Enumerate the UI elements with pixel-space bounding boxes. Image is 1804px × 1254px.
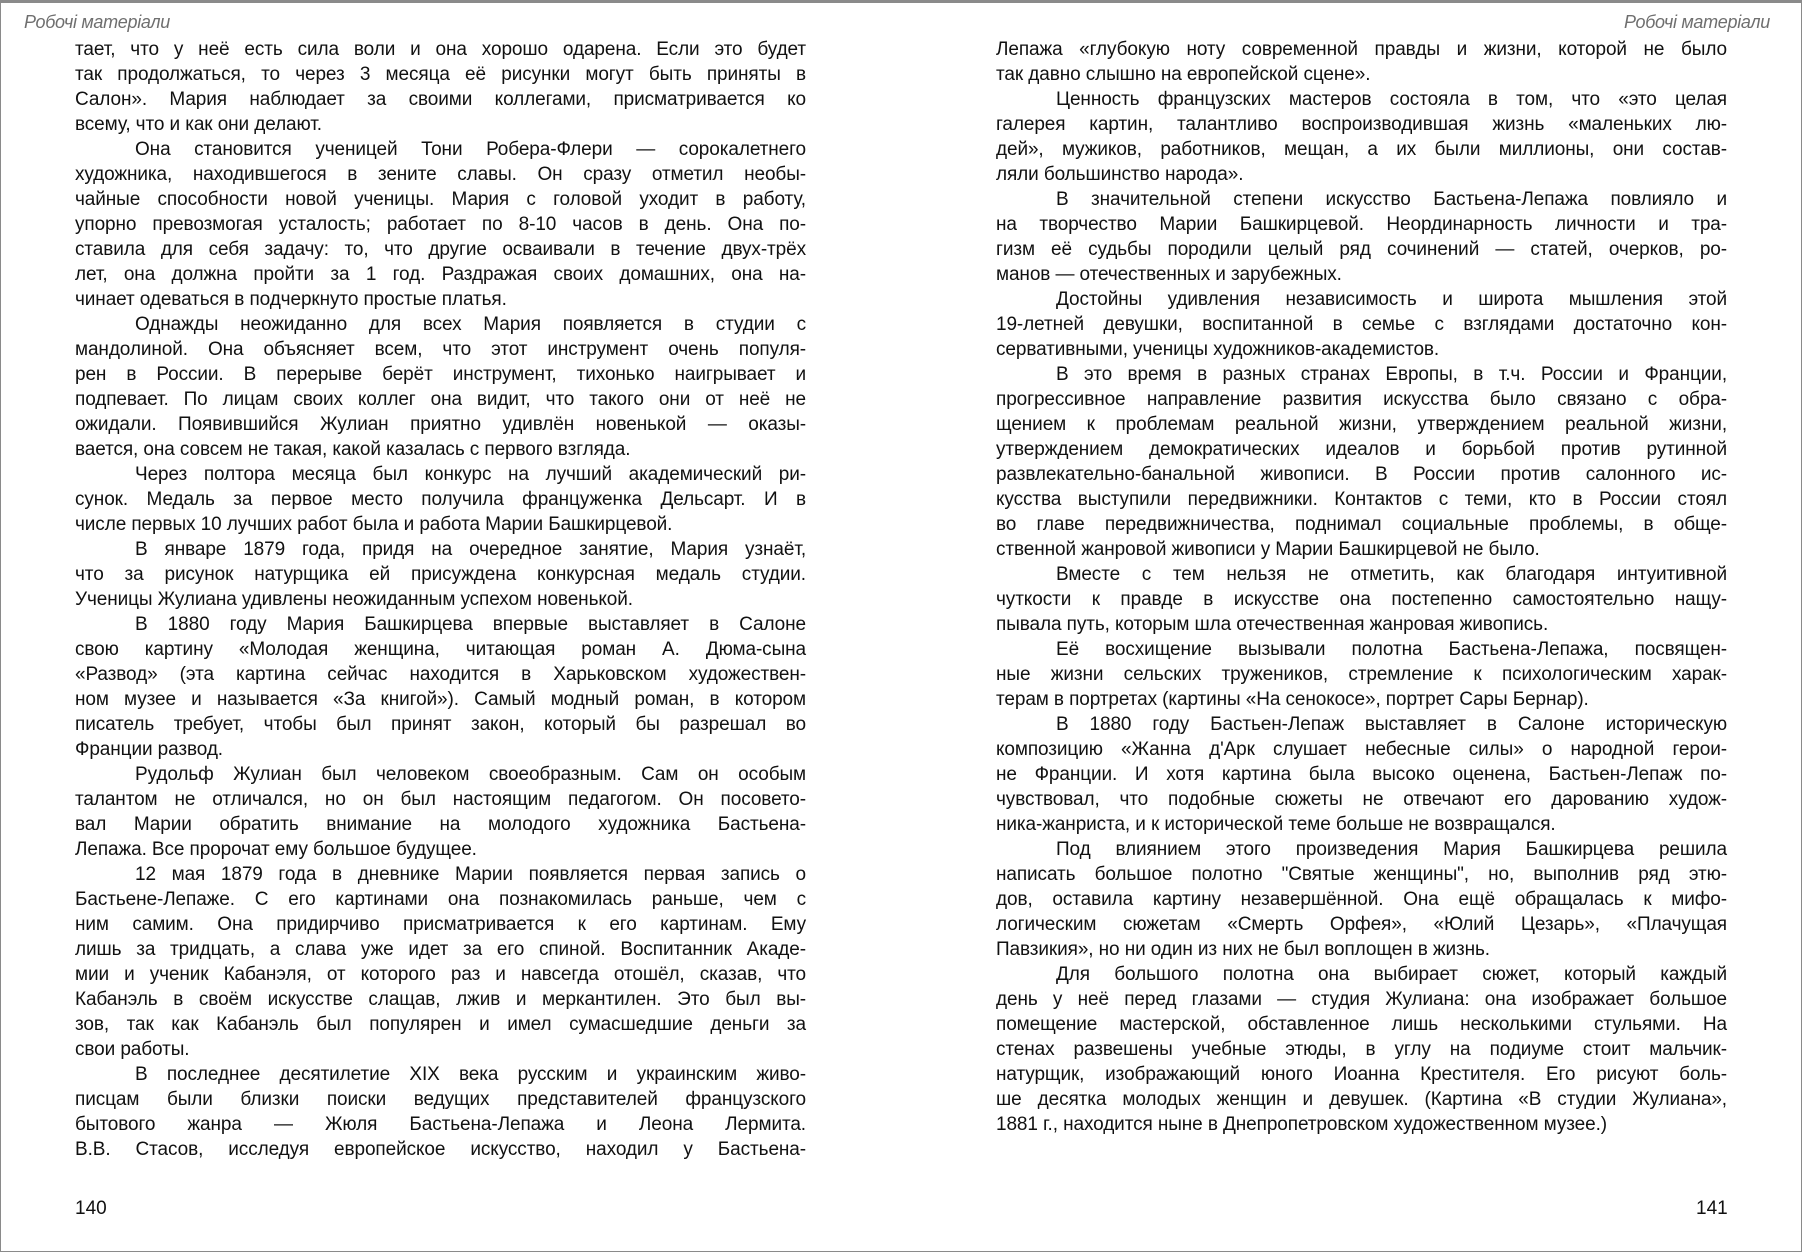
paragraph	[75, 312, 806, 462]
text-line: зов, так как Кабанэль был популярен и имел сумасшедшие деньги за	[75, 1014, 806, 1035]
text-line: развлекательно-банальной живописи. В России против салонного ис-	[996, 464, 1727, 485]
text-line: чувствовал, что подобные сюжеты не отвечают его дарованию худож-	[996, 789, 1727, 810]
text-line: ожидали. Появившийся Жулиан приятно удивлён новенькой — оказы-	[75, 414, 806, 435]
paragraph	[996, 837, 1727, 962]
text-line: Салон». Мария наблюдает за своими коллегами, присматривается ко	[75, 89, 806, 110]
text-line: Вместе с тем нельзя не отметить, как благодаря интуитивной	[1056, 564, 1727, 585]
text-line: Однажды неожиданно для всех Мария появляется в студии с	[135, 314, 806, 335]
text-line: лет, она должна пройти за 1 год. Раздражая своих домашних, она на-	[75, 264, 806, 285]
text-line: терам в портретах (картины «На сенокосе», портрет Сары Бернар).	[996, 689, 1589, 710]
text-line: свою картину «Молодая женщина, читающая роман А. Дюма-сына	[75, 639, 806, 660]
paragraph	[75, 37, 806, 137]
text-line: натурщик, изображающий юного Иоанна Крестителя. Его рисуют боль-	[996, 1064, 1727, 1085]
text-line: числе первых 10 лучших работ была и работа Марии Башкирцевой.	[75, 514, 673, 535]
text-line: В 1880 году Мария Башкирцева впервые выставляет в Салоне	[135, 614, 806, 635]
text-line: Павзикия», но ни один из них не был воплощен в жизнь.	[996, 939, 1490, 960]
text-line: В.В. Стасов, исследуя европейское искусство, находил у Бастьена-	[75, 1139, 806, 1160]
paragraph	[75, 1062, 806, 1162]
text-line: «Развод» (эта картина сейчас находится в Харьковском художествен-	[75, 664, 806, 685]
running-header-left: Робочі матеріали	[24, 12, 170, 32]
text-line: Ученицы Жулиана удивлены неожиданным успехом новенькой.	[75, 589, 633, 610]
text-line: Через полтора месяца был конкурс на лучший академический ри-	[135, 464, 806, 485]
text-line: утверждением демократических идеалов и борьбой против рутинной	[996, 439, 1727, 460]
paragraph	[996, 187, 1727, 287]
text-line: В 1880 году Бастьен-Лепаж выставляет в Салоне историческую	[1056, 714, 1727, 735]
text-line: ляли большинство народа».	[996, 164, 1244, 185]
text-line: чуткости к правде в искусстве она постепенно самостоятельно нащу-	[996, 589, 1727, 610]
paragraph	[996, 287, 1727, 362]
paragraph	[996, 87, 1727, 187]
text-line: лишь за тридцать, а слава уже идет за его спиной. Воспитанник Акаде-	[75, 939, 806, 960]
text-line: свои работы.	[75, 1039, 190, 1060]
text-line: Достойны удивления независимость и широта мышления этой	[1056, 289, 1727, 310]
text-line: тает, что у неё есть сила воли и она хорошо одарена. Если это будет	[75, 39, 806, 60]
text-line: стенах развешены учебные этюды, в углу на подиуме стоит мальчик-	[996, 1039, 1727, 1060]
text-line: талантом не отличался, но он был настоящим педагогом. Он посовето-	[75, 789, 806, 810]
text-line: 19-летней девушки, воспитанной в семье с взглядами достаточно кон-	[996, 314, 1727, 335]
text-line: 1881 г., находится ныне в Днепропетровском художественном музее.)	[996, 1114, 1607, 1135]
text-line: ственной жанровой живописи у Марии Башкирцевой не было.	[996, 539, 1540, 560]
text-line: 12 мая 1879 года в дневнике Марии появляется первая запись о	[135, 864, 806, 885]
paragraph	[996, 37, 1727, 87]
text-line: Она становится ученицей Тони Робера-Флери — сорокалетнего	[135, 139, 806, 160]
paragraph	[75, 537, 806, 612]
text-line: не Франции. И хотя картина была высоко оценена, Бастьен-Лепаж по-	[996, 764, 1727, 785]
text-line: В значительной степени искусство Бастьена-Лепажа повлияло и	[1056, 189, 1727, 210]
text-line: В последнее десятилетие XIX века русским и украинским живо-	[135, 1064, 806, 1085]
text-line: манов — отечественных и зарубежных.	[996, 264, 1342, 285]
text-line: чинает одеваться в подчеркнуто простые платья.	[75, 289, 507, 310]
text-line: кусства выступили передвижники. Контактов с теми, кто в России стоял	[996, 489, 1727, 510]
paragraph	[75, 137, 806, 312]
text-line: В это время в разных странах Европы, в т.ч. России и Франции,	[1056, 364, 1727, 385]
text-line: ника-жанриста, и к исторической теме больше не возвращался.	[996, 814, 1556, 835]
paragraph	[996, 637, 1727, 712]
text-line: Её восхищение вызывали полотна Бастьена-Лепажа, посвящен-	[1056, 639, 1727, 660]
text-line: что за рисунок натурщика ей присуждена конкурсная медаль студии.	[75, 564, 806, 585]
text-line: мии и ученик Кабанэля, от которого раз и навсегда отошёл, сказав, что	[75, 964, 806, 985]
text-line: подпевает. По лицам своих коллег она видит, что такого они от неё не	[75, 389, 806, 410]
text-line: так продолжаться, то через 3 месяца её рисунки могут быть приняты в	[75, 64, 806, 85]
left-page-text	[75, 37, 806, 1162]
page-number-left: 140	[75, 1198, 107, 1219]
text-line: вал Марии обратить внимание на молодого художника Бастьена-	[75, 814, 806, 835]
text-line: логическим сюжетам «Смерть Орфея», «Юлий Цезарь», «Плачущая	[996, 914, 1727, 935]
text-line: пывала путь, которым шла отечественная жанровая живопись.	[996, 614, 1549, 635]
text-line: Рудольф Жулиан был человеком своеобразным. Сам он особым	[135, 764, 806, 785]
text-line: написать большое полотно "Святые женщины", но, выполнив ряд этю-	[996, 864, 1727, 885]
text-line: Ценность французских мастеров состояла в том, что «это целая	[1056, 89, 1727, 110]
text-line: композицию «Жанна д'Арк слушает небесные силы» о народной герои-	[996, 739, 1727, 760]
text-line: писцам были близки поиски ведущих представителей французского	[75, 1089, 806, 1110]
paragraph	[75, 862, 806, 1062]
text-line: на творчество Марии Башкирцевой. Неординарность личности и тра-	[996, 214, 1727, 235]
text-line: ше десятка молодых женщин и девушек. (Картина «В студии Жулиана»,	[996, 1089, 1727, 1110]
text-line: так давно слышно на европейской сцене».	[996, 64, 1371, 85]
paragraph	[75, 762, 806, 862]
text-line: гизм её судьбы породили целый ряд сочинений — статей, очерков, ро-	[996, 239, 1727, 260]
text-line: помещение мастерской, обставленное лишь несколькими стульями. На	[996, 1014, 1727, 1035]
text-line: ним самим. Она придирчиво присматривается к его картинам. Ему	[75, 914, 806, 935]
text-line: ные жизни сельских тружеников, стремление к психологическим харак-	[996, 664, 1727, 685]
text-line: дов, оставила картину незавершённой. Она ещё обращалась к мифо-	[996, 889, 1727, 910]
text-line: ставила для себя задачу: то, что другие осваивали в течение двух-трёх	[75, 239, 806, 260]
text-line: Лепажа. Все пророчат ему большое будущее.	[75, 839, 477, 860]
paragraph	[996, 962, 1727, 1137]
text-line: вается, она совсем не такая, какой казалась с первого взгляда.	[75, 439, 631, 460]
text-line: художника, находившегося в зените славы. Он сразу отметил необы-	[75, 164, 806, 185]
text-line: дей», мужиков, работников, мещан, а их были миллионы, они состав-	[996, 139, 1727, 160]
text-line: рен в России. В перерыве берёт инструмент, тихонько наигрывает и	[75, 364, 806, 385]
text-line: Под влиянием этого произведения Мария Башкирцева решила	[1056, 839, 1727, 860]
text-line: во главе передвижничества, поднимал социальные проблемы, в обще-	[996, 514, 1727, 535]
text-line: чайные способности новой ученицы. Мария с головой уходит в работу,	[75, 189, 806, 210]
text-line: бытового жанра — Жюля Бастьена-Лепажа и Леона Лермита.	[75, 1114, 806, 1135]
paragraph	[996, 562, 1727, 637]
text-line: день у неё перед глазами — студия Жулиана: она изображает большое	[996, 989, 1727, 1010]
text-line: сунок. Медаль за первое место получила француженка Дельсарт. И в	[75, 489, 806, 510]
text-line: Для большого полотна она выбирает сюжет, который каждый	[1056, 964, 1727, 985]
text-line: галерея картин, талантливо воспроизводившая жизнь «маленьких лю-	[996, 114, 1727, 135]
paragraph	[996, 362, 1727, 562]
text-line: ном музее и называется «За книгой»). Самый модный роман, в котором	[75, 689, 806, 710]
running-header-right: Робочі матеріали	[1624, 12, 1770, 32]
paragraph	[996, 712, 1727, 837]
text-line: сервативными, ученицы художников-академистов.	[996, 339, 1440, 360]
text-line: щением к проблемам реальной жизни, утверждением реальной жизни,	[996, 414, 1727, 435]
text-line: Франции развод.	[75, 739, 223, 760]
text-line: мандолиной. Она объясняет всем, что этот инструмент очень популя-	[75, 339, 806, 360]
paragraph	[75, 612, 806, 762]
text-line: прогрессивное направление развития искусства было связано с обра-	[996, 389, 1727, 410]
text-line: В январе 1879 года, придя на очередное занятие, Мария узнаёт,	[135, 539, 806, 560]
text-line: упорно превозмогая усталость; работает по 8-10 часов в день. Она по-	[75, 214, 806, 235]
page-number-right: 141	[1696, 1198, 1728, 1219]
text-line: писатель требует, чтобы был принят закон, который бы разрешал во	[75, 714, 806, 735]
paragraph	[75, 462, 806, 537]
text-line: всему, что и как они делают.	[75, 114, 322, 135]
right-page-text	[996, 37, 1727, 1137]
text-line: Лепажа «глубокую ноту современной правды и жизни, которой не было	[996, 39, 1727, 60]
text-line: Бастьене-Лепаже. С его картинами она познакомилась раньше, чем с	[75, 889, 806, 910]
text-line: Кабанэль в своём искусстве слащав, лжив и меркантилен. Это был вы-	[75, 989, 806, 1010]
